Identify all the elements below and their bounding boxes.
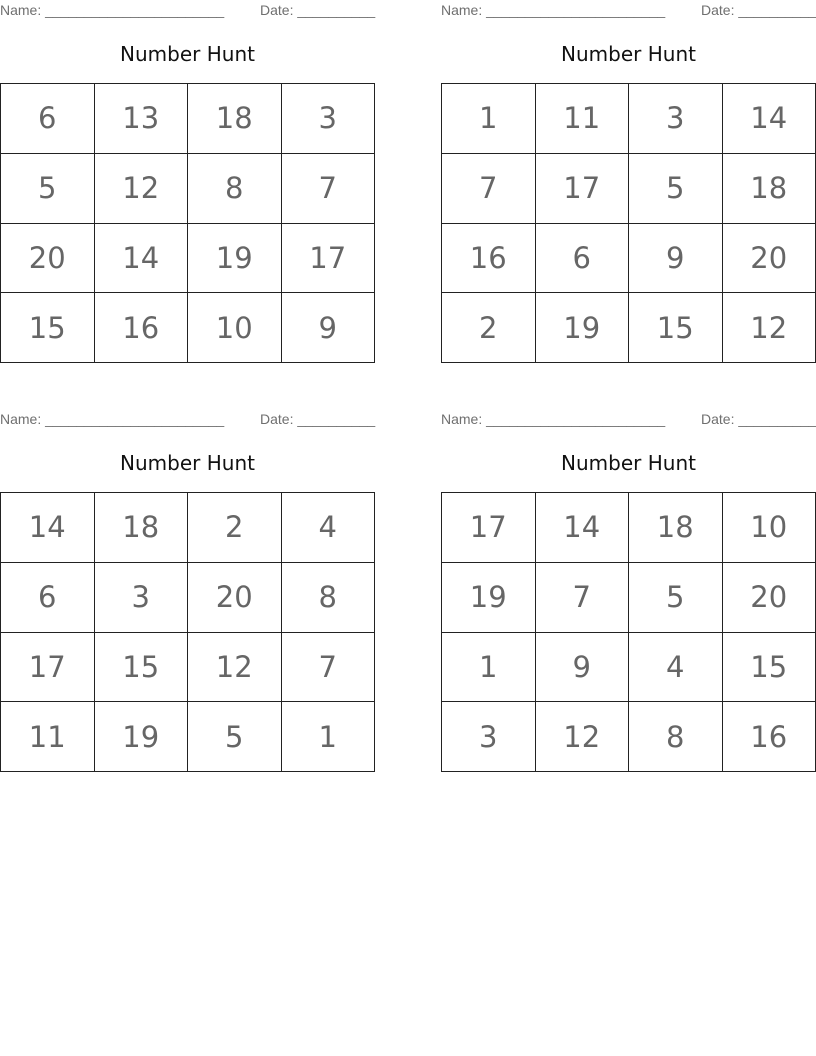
number-cell[interactable]: 19 (442, 563, 536, 633)
header-row (0, 2, 375, 20)
number-cell[interactable]: 2 (188, 493, 282, 563)
number-cell[interactable]: 13 (95, 84, 189, 154)
number-cell[interactable]: 20 (1, 224, 95, 294)
number-cell[interactable]: 4 (282, 493, 376, 563)
number-cell[interactable]: 11 (536, 84, 630, 154)
number-cell[interactable]: 6 (1, 84, 95, 154)
number-cell[interactable]: 4 (629, 633, 723, 703)
number-cell[interactable]: 20 (723, 563, 816, 633)
header-row (0, 411, 375, 429)
worksheet-title: Number Hunt (120, 42, 255, 66)
worksheet (441, 0, 816, 380)
number-cell[interactable]: 8 (188, 154, 282, 224)
number-cell[interactable]: 14 (1, 493, 95, 563)
number-cell[interactable]: 19 (188, 224, 282, 294)
number-cell[interactable]: 8 (629, 702, 723, 772)
number-cell[interactable]: 5 (629, 154, 723, 224)
number-cell[interactable]: 7 (442, 154, 536, 224)
number-cell[interactable]: 14 (723, 84, 816, 154)
number-cell[interactable]: 11 (1, 702, 95, 772)
number-cell[interactable]: 6 (1, 563, 95, 633)
number-cell[interactable]: 7 (536, 563, 630, 633)
worksheet-title: Number Hunt (561, 451, 696, 475)
number-cell[interactable]: 3 (629, 84, 723, 154)
number-cell[interactable]: 2 (442, 293, 536, 363)
name-field[interactable]: Name: _______________________ (0, 2, 225, 18)
number-cell[interactable]: 5 (629, 563, 723, 633)
name-field[interactable]: Name: _______________________ (441, 411, 666, 427)
number-cell[interactable]: 16 (95, 293, 189, 363)
number-cell[interactable]: 16 (442, 224, 536, 294)
number-cell[interactable]: 14 (95, 224, 189, 294)
number-cell[interactable]: 10 (188, 293, 282, 363)
number-cell[interactable]: 14 (536, 493, 630, 563)
number-cell[interactable]: 8 (282, 563, 376, 633)
number-cell[interactable]: 12 (95, 154, 189, 224)
number-grid (441, 492, 816, 772)
number-cell[interactable]: 3 (282, 84, 376, 154)
number-cell[interactable]: 9 (282, 293, 376, 363)
name-field[interactable]: Name: _______________________ (441, 2, 666, 18)
number-cell[interactable]: 17 (536, 154, 630, 224)
number-cell[interactable]: 3 (442, 702, 536, 772)
number-grid (0, 83, 375, 363)
number-cell[interactable]: 5 (188, 702, 282, 772)
number-cell[interactable]: 12 (723, 293, 816, 363)
number-cell[interactable]: 15 (1, 293, 95, 363)
number-cell[interactable]: 17 (282, 224, 376, 294)
date-field[interactable]: Date: __________ (701, 2, 816, 18)
number-cell[interactable]: 15 (629, 293, 723, 363)
number-cell[interactable]: 18 (629, 493, 723, 563)
number-cell[interactable]: 18 (723, 154, 816, 224)
number-cell[interactable]: 12 (188, 633, 282, 703)
date-field[interactable]: Date: __________ (701, 411, 816, 427)
header-row (441, 411, 816, 429)
number-cell[interactable]: 19 (536, 293, 630, 363)
number-cell[interactable]: 9 (536, 633, 630, 703)
number-cell[interactable]: 9 (629, 224, 723, 294)
worksheet (0, 0, 375, 380)
number-cell[interactable]: 1 (282, 702, 376, 772)
number-cell[interactable]: 10 (723, 493, 816, 563)
worksheet-title: Number Hunt (561, 42, 696, 66)
date-field[interactable]: Date: __________ (260, 2, 376, 18)
number-cell[interactable]: 17 (1, 633, 95, 703)
name-field[interactable]: Name: _______________________ (0, 411, 225, 427)
number-grid (441, 83, 816, 363)
number-cell[interactable]: 20 (188, 563, 282, 633)
worksheet (0, 409, 375, 789)
number-cell[interactable]: 16 (723, 702, 816, 772)
header-row (441, 2, 816, 20)
number-cell[interactable]: 1 (442, 84, 536, 154)
number-cell[interactable]: 17 (442, 493, 536, 563)
number-cell[interactable]: 20 (723, 224, 816, 294)
number-cell[interactable]: 19 (95, 702, 189, 772)
number-cell[interactable]: 1 (442, 633, 536, 703)
number-cell[interactable]: 18 (188, 84, 282, 154)
number-cell[interactable]: 15 (95, 633, 189, 703)
number-cell[interactable]: 18 (95, 493, 189, 563)
number-cell[interactable]: 12 (536, 702, 630, 772)
number-cell[interactable]: 3 (95, 563, 189, 633)
number-cell[interactable]: 15 (723, 633, 816, 703)
worksheet-title: Number Hunt (120, 451, 255, 475)
number-cell[interactable]: 7 (282, 633, 376, 703)
number-cell[interactable]: 5 (1, 154, 95, 224)
number-cell[interactable]: 6 (536, 224, 630, 294)
number-grid (0, 492, 375, 772)
date-field[interactable]: Date: __________ (260, 411, 376, 427)
number-cell[interactable]: 7 (282, 154, 376, 224)
worksheet (441, 409, 816, 789)
